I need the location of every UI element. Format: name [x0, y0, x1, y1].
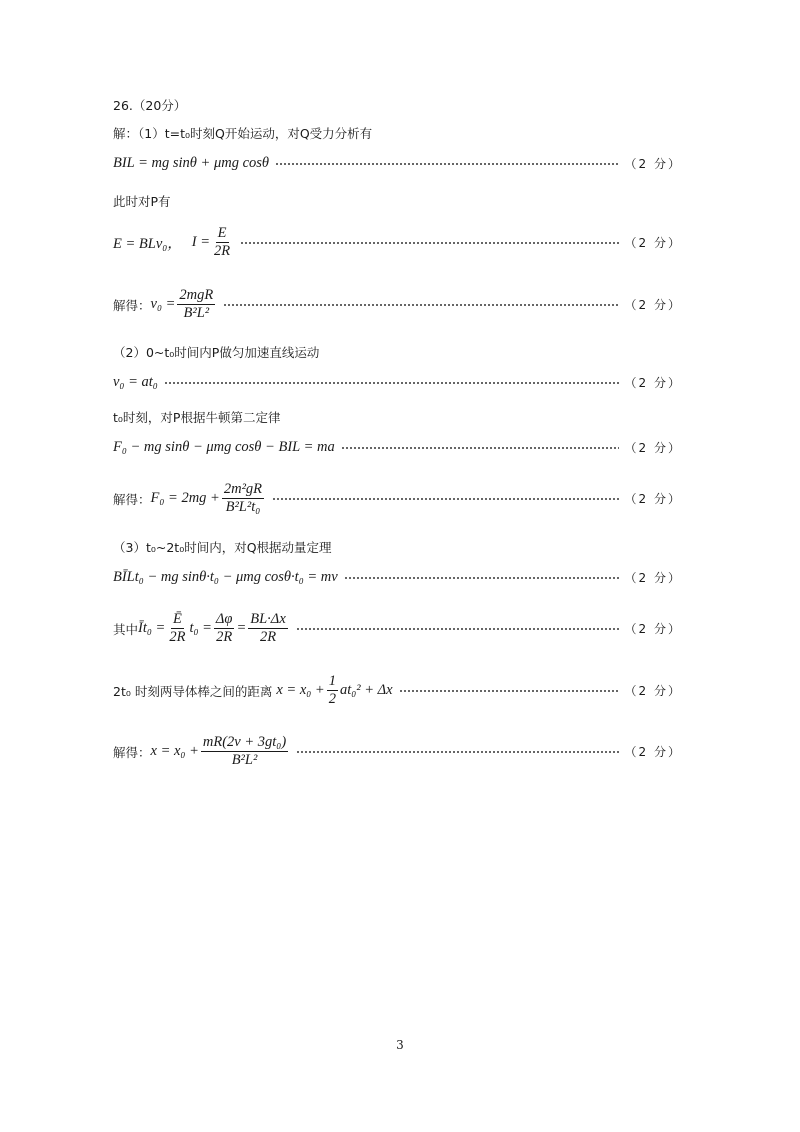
score-7: （2 分）: [624, 571, 682, 585]
equation-5: F₀ − mg sinθ − μmg cosθ − BIL = ma: [113, 439, 335, 455]
dot-leader: [344, 577, 619, 579]
question-number: 26.（20分）: [113, 98, 187, 113]
score-2: （2 分）: [624, 236, 682, 251]
part1-intro: 解：（1）t=t₀时刻Q开始运动，对Q受力分析有: [113, 126, 373, 141]
dot-leader: [341, 447, 619, 449]
score-9: （2 分）: [624, 684, 682, 699]
equation-8-row: 其中 Īt₀ = $\frac{Ē}{2R}$ t₀ = $\frac{\Delta\varphi}{2R}$ = $\frac{BL\cdot\Delta x}{2R}$ （2 分）: [113, 611, 682, 646]
equation-1-row: [113, 155, 682, 172]
equation-1: BIL = mg sinθ + μmg cosθ: [113, 155, 270, 171]
part3-intro: （3）t₀~2t₀时间内，对Q根据动量定理: [113, 540, 332, 555]
dot-leader: [399, 690, 619, 692]
page-number: 3: [396, 1038, 404, 1052]
equation-4-row: [113, 374, 682, 391]
equation-2a: E = BLv₀，: [113, 236, 182, 253]
score-10: （2 分）: [624, 745, 682, 760]
equation-6-lhs: F₀ = 2mg +: [150, 490, 220, 507]
dot-leader: [164, 382, 619, 384]
equation-8-fraction-2: $\frac{\Delta\varphi}{2R}$: [215, 611, 233, 646]
score-4: （2 分）: [624, 376, 682, 390]
equation-8-fraction-1: $\frac{Ē}{2R}$: [169, 611, 186, 646]
equation-9-rhs: at₀² + Δx: [339, 682, 393, 699]
equation-2b-fraction: $\frac{E}{2R}$: [214, 225, 231, 260]
dot-leader: [240, 242, 618, 244]
score-5: （2 分）: [624, 441, 682, 455]
score-6: （2 分）: [624, 492, 682, 507]
equation-2-row: [113, 226, 682, 259]
equation-4: v₀ = at₀: [113, 374, 158, 390]
dot-leader: [296, 751, 618, 753]
equation-5-row: [113, 439, 682, 456]
question-header: [113, 96, 682, 114]
equation-3-fraction: $\frac{\text{2mgR}}{\text{B²L²}}$: [179, 287, 214, 322]
equation-6-row: 解得： F₀ = 2mg + $\frac{\text{2m²gR}}{\text{B²L²t₀}}$ （2 分）: [113, 481, 682, 516]
score-8: （2 分）: [624, 622, 682, 637]
p-note: 此时对P有: [113, 194, 171, 209]
equation-3-lhs: v₀ =: [150, 296, 176, 313]
dot-leader: [272, 498, 619, 500]
equation-9-fraction: $\frac{1}{2}$: [328, 673, 336, 708]
equation-7-row: [113, 569, 682, 586]
equation-8-lhs: Īt₀ =: [138, 620, 166, 637]
equation-2b-lhs: I =: [191, 234, 211, 251]
equation-3-row: 解得： v₀ = $\frac{\text{2mgR}}{\text{B²L²}}$ （2 分）: [113, 287, 682, 322]
part2-intro: （2）0~t₀时间内P做匀加速直线运动: [113, 345, 320, 360]
equation-10-row: 解得： x = x₀ + $\frac{\text{mR(2v + 3gt₀)}}{\text{B²L²}}$ （2 分）: [113, 734, 682, 769]
equation-6-fraction: $\frac{\text{2m²gR}}{\text{B²L²t₀}}$: [223, 481, 263, 516]
t0-note: t₀时刻，对P根据牛顿第二定律: [113, 410, 281, 425]
dot-leader: [275, 163, 619, 165]
equation-9-lhs: x = x₀ +: [276, 682, 325, 699]
equation-8-fraction-3: $\frac{BL\cdot\Delta x}{2R}$: [250, 611, 286, 646]
dot-leader: [223, 304, 618, 306]
equation-9-row: 2t₀ 时刻两导体棒之间的距离 x = x₀ + $\frac{1}{2}$ at₀² + Δx （2 分）: [113, 673, 682, 708]
score-3: （2 分）: [624, 298, 682, 313]
score-1: （2 分）: [624, 157, 682, 171]
equation-10-fraction: $\frac{\text{mR(2v + 3gt₀)}}{\text{B²L²}}$: [202, 734, 287, 769]
dot-leader: [296, 628, 619, 630]
equation-10-lhs: x = x₀ +: [150, 743, 199, 760]
equation-7: BĪLt₀ − mg sinθ·t₀ − μmg cosθ·t₀ = mv: [113, 569, 338, 585]
